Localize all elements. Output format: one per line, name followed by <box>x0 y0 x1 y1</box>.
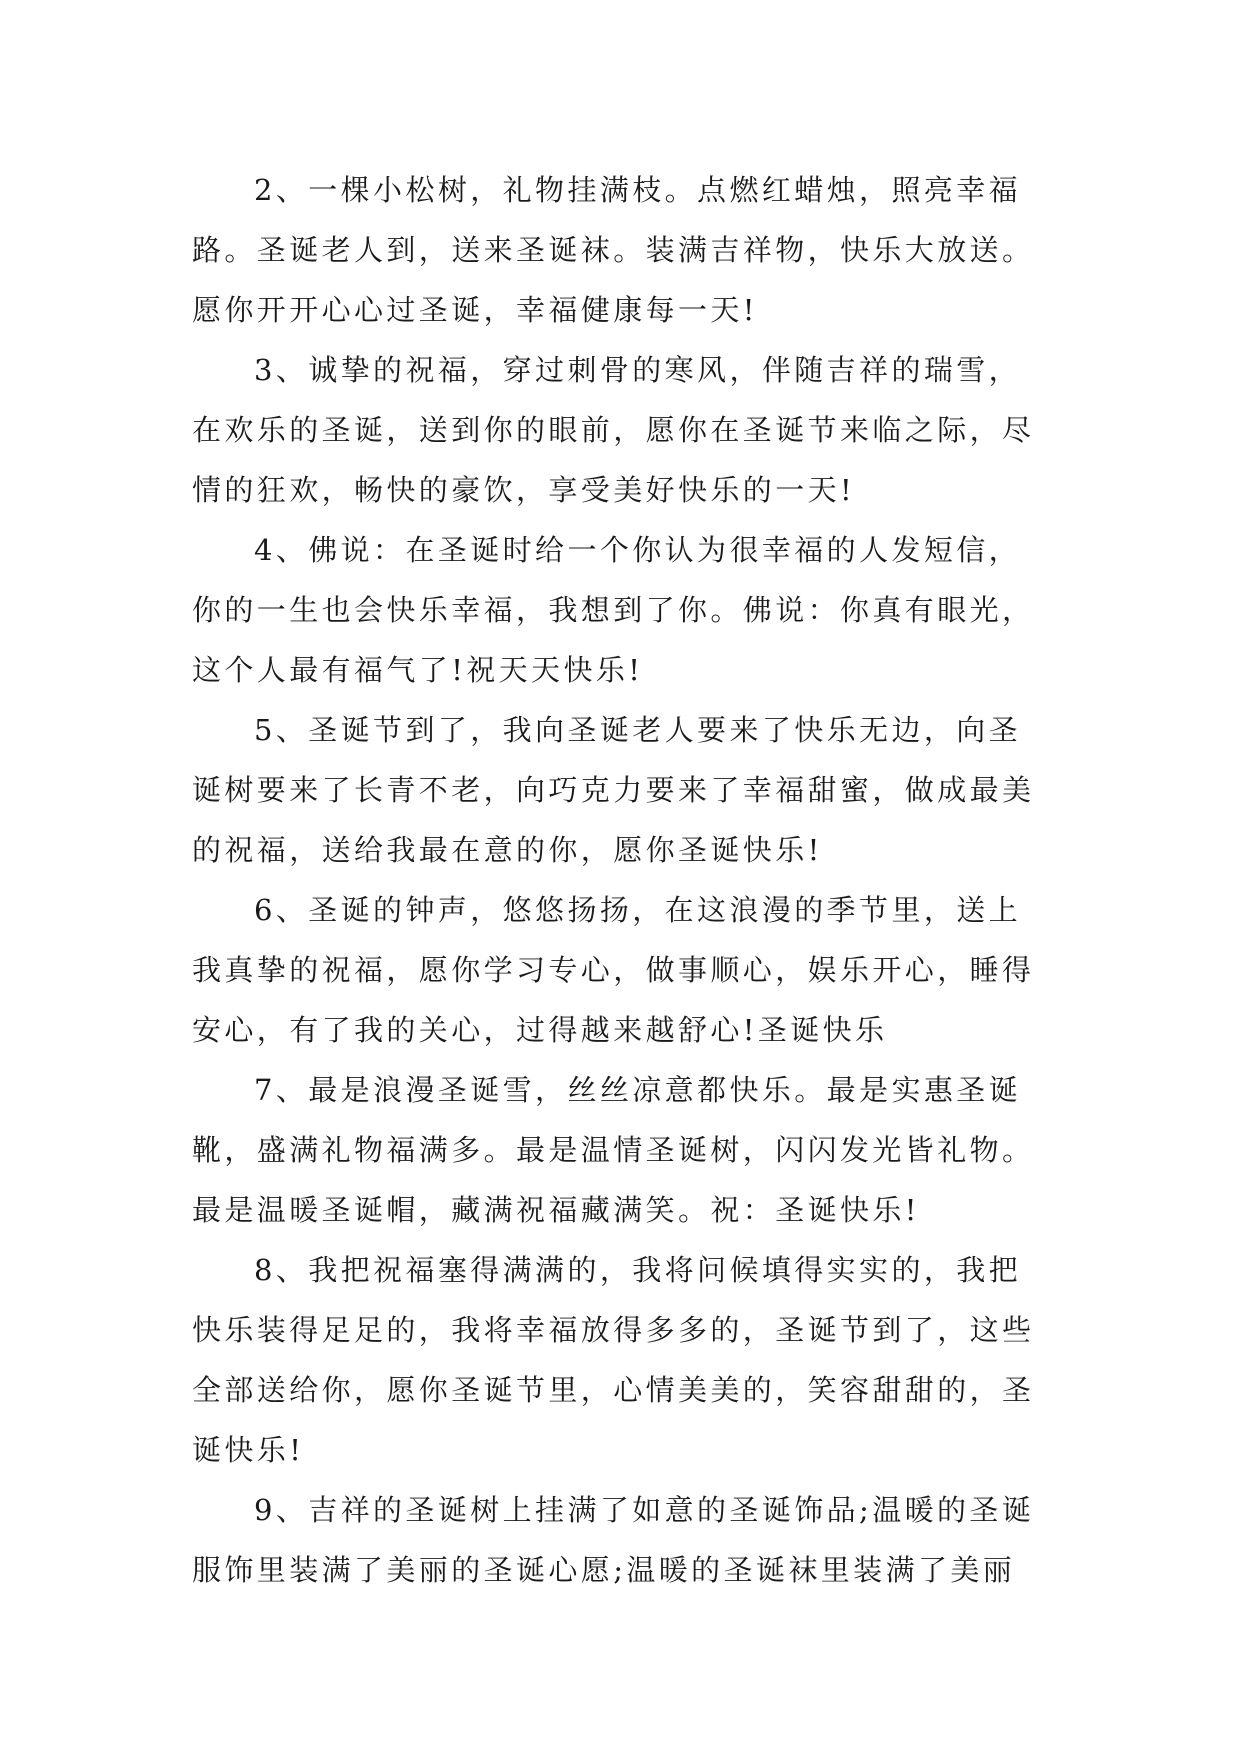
text-line: 安心，有了我的关心，过得越来越舒心!圣诞快乐 <box>192 1013 888 1047</box>
text-line: 靴，盛满礼物福满多。最是温情圣诞树，闪闪发光皆礼物。 <box>192 1133 1035 1167</box>
paragraph-5 <box>192 700 1072 880</box>
text-line: 愿你开开心心过圣诞，幸福健康每一天! <box>192 293 758 327</box>
text-line: 最是温暖圣诞帽，藏满祝福藏满笑。祝：圣诞快乐! <box>192 1193 920 1227</box>
paragraph-4 <box>192 520 1072 700</box>
text-line: 6、圣诞的钟声，悠悠扬扬，在这浪漫的季节里，送上 <box>254 893 1022 927</box>
paragraph-7 <box>192 1060 1072 1240</box>
text-line: 我真挚的祝福，愿你学习专心，做事顺心，娱乐开心，睡得 <box>192 953 1035 987</box>
text-line: 9、吉祥的圣诞树上挂满了如意的圣诞饰品;温暖的圣诞 <box>254 1493 1035 1527</box>
text-line: 3、诚挚的祝福，穿过刺骨的寒风，伴随吉祥的瑞雪， <box>254 353 1022 387</box>
paragraph-6 <box>192 880 1072 1060</box>
text-line: 快乐装得足足的，我将幸福放得多多的，圣诞节到了，这些 <box>192 1313 1035 1347</box>
paragraph-8 <box>192 1240 1072 1480</box>
text-line: 4、佛说：在圣诞时给一个你认为很幸福的人发短信， <box>254 533 1022 567</box>
paragraph-9 <box>192 1480 1072 1600</box>
text-line: 在欢乐的圣诞，送到你的眼前，愿你在圣诞节来临之际，尽 <box>192 413 1035 447</box>
text-line: 全部送给你，愿你圣诞节里，心情美美的，笑容甜甜的，圣 <box>192 1373 1035 1407</box>
text-line: 诞快乐! <box>192 1433 305 1467</box>
text-line: 路。圣诞老人到，送来圣诞袜。装满吉祥物，快乐大放送。 <box>192 233 1035 267</box>
document-body <box>192 160 1072 1600</box>
paragraph-3 <box>192 340 1072 520</box>
paragraph-2 <box>192 160 1072 340</box>
text-line: 诞树要来了长青不老，向巧克力要来了幸福甜蜜，做成最美 <box>192 773 1035 807</box>
text-line: 服饰里装满了美丽的圣诞心愿;温暖的圣诞袜里装满了美丽 <box>192 1553 1016 1587</box>
text-line: 5、圣诞节到了，我向圣诞老人要来了快乐无边，向圣 <box>254 713 1022 747</box>
text-line: 的祝福，送给我最在意的你，愿你圣诞快乐! <box>192 833 823 867</box>
text-line: 你的一生也会快乐幸福，我想到了你。佛说：你真有眼光， <box>192 593 1035 627</box>
text-line: 2、一棵小松树，礼物挂满枝。点燃红蜡烛，照亮幸福 <box>254 173 1022 207</box>
text-line: 情的狂欢，畅快的豪饮，享受美好快乐的一天! <box>192 473 856 507</box>
text-line: 这个人最有福气了!祝天天快乐! <box>192 653 644 687</box>
text-line: 7、最是浪漫圣诞雪，丝丝凉意都快乐。最是实惠圣诞 <box>254 1073 1022 1107</box>
text-line: 8、我把祝福塞得满满的，我将问候填得实实的，我把 <box>254 1253 1022 1287</box>
